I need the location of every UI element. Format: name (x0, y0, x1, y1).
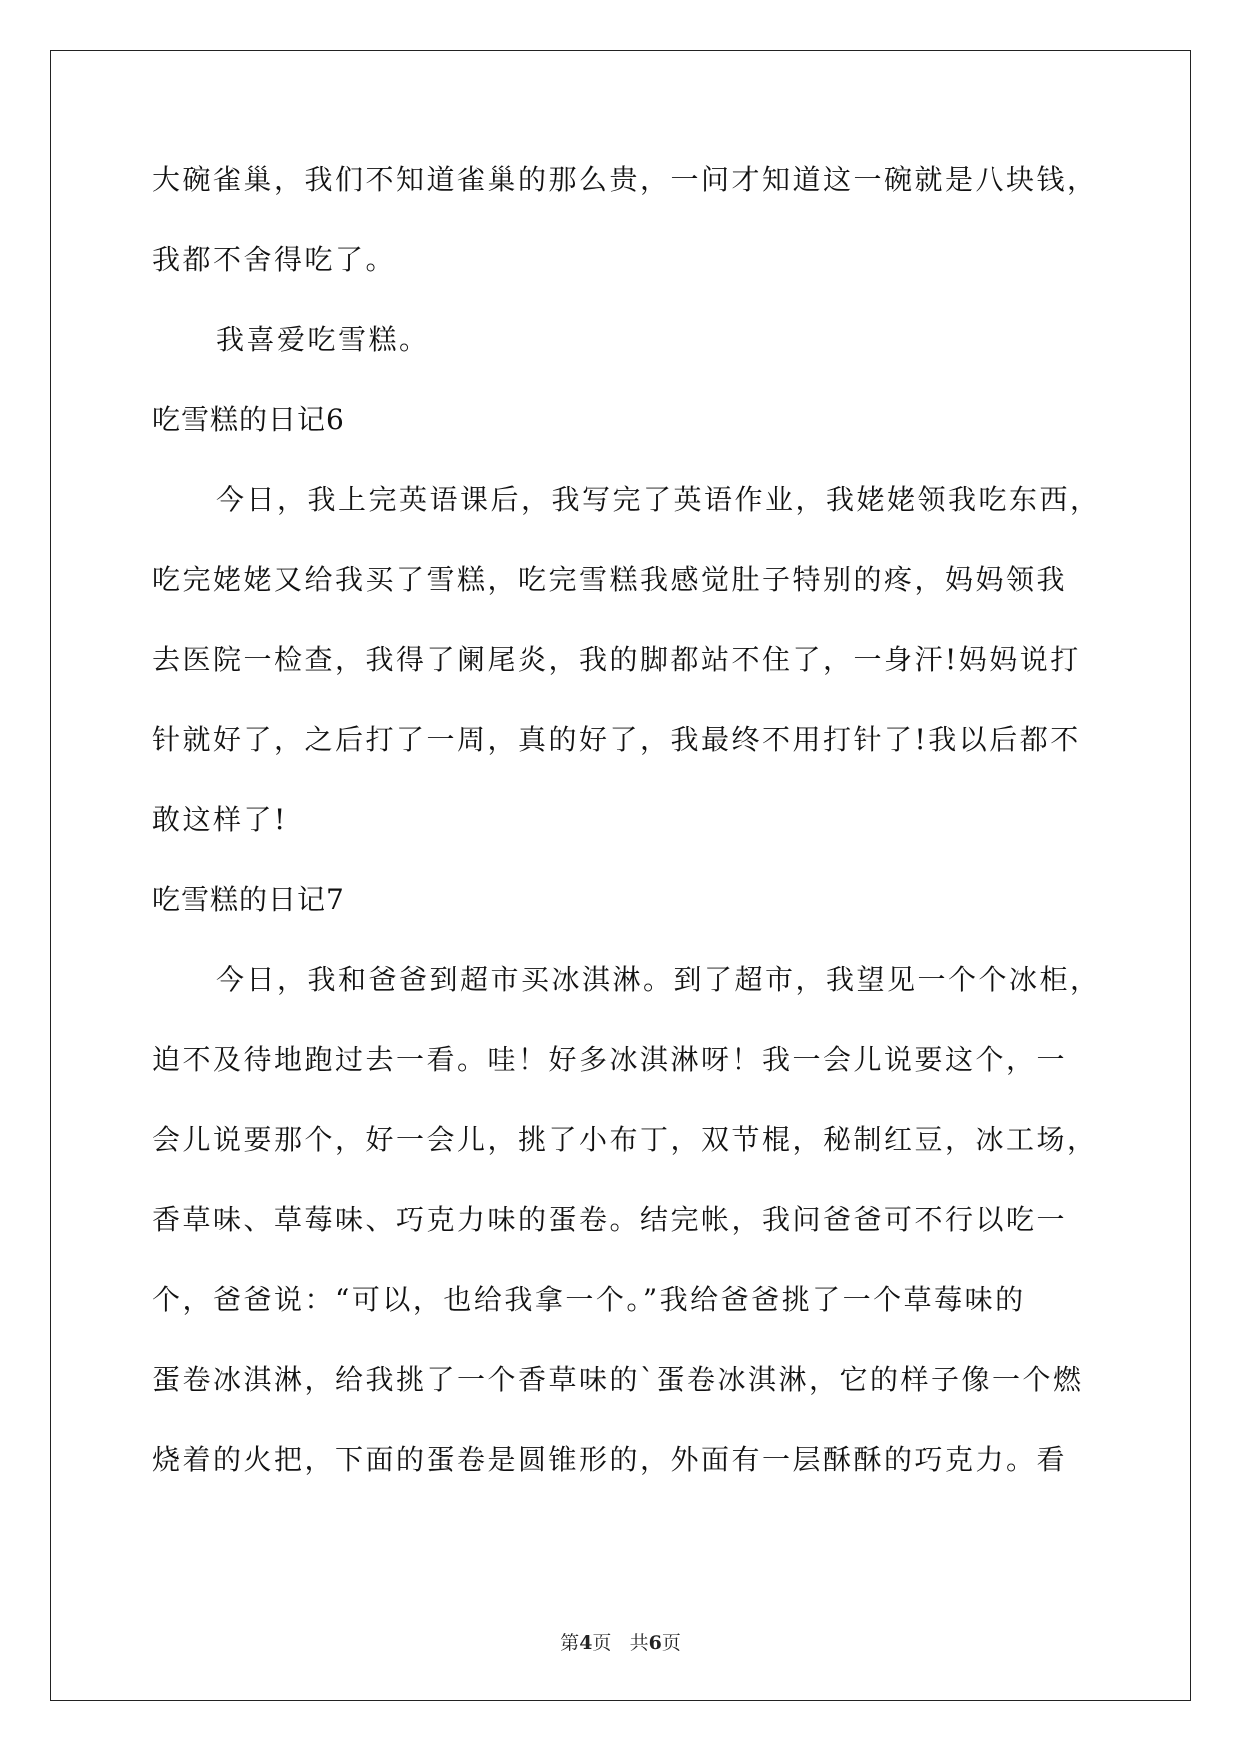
text-line: 会儿说要那个，好一会儿，挑了小布丁，双节棍，秘制红豆，冰工场， (152, 1123, 1098, 1156)
text-line: 我都不舍得吃了。 (152, 243, 397, 276)
text-line: 我喜爱吃雪糕。 (216, 323, 430, 356)
footer-page-unit: 页 (592, 1632, 612, 1654)
text-line: 个，爸爸说：“可以，也给我拿一个。”我给爸爸挑了一个草莓味的 (152, 1283, 1026, 1316)
current-page-number: 4 (579, 1632, 593, 1654)
total-page-number: 6 (648, 1632, 662, 1654)
text-line: 迫不及待地跑过去一看。哇！好多冰淇淋呀！我一会儿说要这个，一 (152, 1043, 1068, 1076)
text-line: 香草味、草莓味、巧克力味的蛋卷。结完帐，我问爸爸可不行以吃一 (152, 1203, 1068, 1236)
text-line: 今日，我和爸爸到超市买冰淇淋。到了超市，我望见一个个冰柜， (216, 963, 1101, 996)
text-line: 吃完姥姥又给我买了雪糕，吃完雪糕我感觉肚子特别的疼，妈妈领我 (152, 563, 1068, 596)
footer-total-prefix: 共 (629, 1632, 649, 1654)
section-heading: 吃雪糕的日记7 (152, 883, 345, 916)
text-line: 今日，我上完英语课后，我写完了英语作业，我姥姥领我吃东西， (216, 483, 1101, 516)
footer-prefix: 第 (560, 1632, 580, 1654)
page-footer (0, 1628, 1241, 1655)
text-line: 去医院一检查，我得了阑尾炎，我的脚都站不住了，一身汗!妈妈说打 (152, 643, 1081, 676)
text-line: 敢这样了! (152, 803, 288, 836)
text-line: 大碗雀巢，我们不知道雀巢的那么贵，一问才知道这一碗就是八块钱， (152, 163, 1098, 196)
text-line: 针就好了，之后打了一周，真的好了，我最终不用打针了!我以后都不 (152, 723, 1081, 756)
text-line: 蛋卷冰淇淋，给我挑了一个香草味的`蛋卷冰淇淋，它的样子像一个燃 (152, 1363, 1084, 1396)
text-line: 烧着的火把，下面的蛋卷是圆锥形的，外面有一层酥酥的巧克力。看 (152, 1443, 1068, 1476)
footer-total-unit: 页 (661, 1632, 681, 1654)
document-body (152, 163, 1101, 1525)
section-heading: 吃雪糕的日记6 (152, 403, 345, 436)
